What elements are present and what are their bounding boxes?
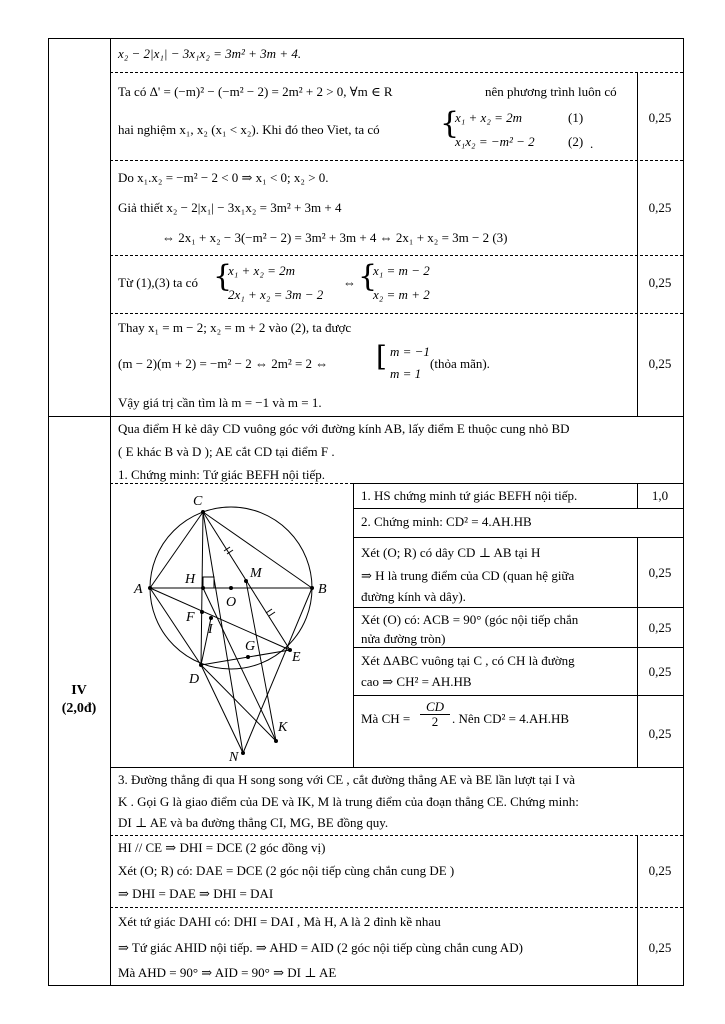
- part-3-line: K . Gọi G là giao điểm của DE và IK, M là trung điểm của đoạn thẳng CE. Chứng minh:: [118, 794, 579, 809]
- proof-line: Mà AHD = 90° ⇒ AID = 90° ⇒ DI ⊥ AE: [118, 965, 337, 980]
- step: Xét ΔABC vuông tại C , có CH là đường: [361, 653, 575, 668]
- table-border-bottom: [48, 985, 684, 986]
- point-label-n: N: [229, 750, 239, 765]
- row-divider: [110, 313, 683, 314]
- system-brace: {: [213, 259, 233, 294]
- score: 1,0: [651, 488, 669, 503]
- segment-dk: [201, 665, 276, 741]
- point-label-e: E: [292, 650, 301, 665]
- point-label-h: H: [185, 572, 196, 587]
- step: Mà CH =: [361, 711, 411, 726]
- viet-eq-2-num: (2): [568, 134, 584, 149]
- point-label-k: K: [278, 720, 288, 735]
- tick-mark: [266, 609, 272, 613]
- text-line: Giả thiết x₂ − 2|x₁| − 3x₁x₂ = 3m² + 3m + 4: [118, 200, 342, 215]
- text-line: ⇔ 2x₁ + x₂ − 3(−m² − 2) = 3m² + 3m + 4 ⇔ 2x₁ + x₂ = 3m − 2 (3): [162, 230, 508, 245]
- score: 0,25: [648, 200, 672, 215]
- proof-line: HI // CE ⇒ DHI = DCE (2 góc đồng vị): [118, 840, 326, 855]
- row-divider: [110, 72, 683, 73]
- subtable-row: [353, 508, 683, 509]
- table-col-divider: [110, 38, 111, 986]
- subtable-row: [353, 695, 683, 696]
- subtable-row: [353, 607, 683, 608]
- viet-eq-2: x₁x₂ = −m² − 2: [455, 134, 535, 149]
- row-divider: [110, 767, 683, 768]
- viet-eq-1-num: (1): [568, 110, 584, 125]
- text-line: nên phương trình luôn có: [485, 84, 617, 99]
- part-1: 1. Chứng minh: Tứ giác BEFH nội tiếp.: [118, 467, 326, 482]
- tick-mark: [269, 612, 275, 616]
- text-line: (thỏa mãn).: [430, 356, 490, 371]
- text-line: Do x₁.x₂ = −m² − 2 < 0 ⇒ x₁ < 0; x₂ > 0.: [118, 170, 329, 185]
- point-label-c: C: [193, 494, 203, 509]
- text-line: Vậy giá trị cần tìm là m = −1 và m = 1.: [118, 395, 322, 410]
- score: 0,25: [648, 275, 672, 290]
- period: .: [590, 136, 594, 151]
- step: Xét (O; R) có dây CD ⊥ AB tại H: [361, 545, 541, 560]
- problem-line: Qua điểm H kẻ dây CD vuông góc với đường kính AB, lấy điểm E thuộc cung nhỏ BD: [118, 421, 570, 436]
- step: Xét (O) có: ACB = 90° (góc nội tiếp chắn: [361, 612, 579, 627]
- row-divider: [110, 483, 353, 484]
- proof-line: ⇒ DHI = DAE ⇒ DHI = DAI: [118, 886, 274, 901]
- viet-eq-1: x₁ + x₂ = 2m: [455, 110, 523, 125]
- subtable-left: [353, 483, 354, 767]
- table-border-left: [48, 38, 49, 986]
- system-brace: {: [440, 106, 460, 141]
- viet-line: hai nghiệm x₁, x₂ (x₁ < x₂). Khi đó theo Viet, ta có: [118, 122, 380, 137]
- sys-eq: x₂ = m + 2: [373, 287, 430, 302]
- right-angle-mark: [203, 577, 214, 588]
- sys-eq: x₁ = m − 2: [373, 263, 430, 278]
- subtable-score-divider: [637, 537, 638, 767]
- score: 0,25: [648, 664, 672, 679]
- text-line: (m − 2)(m + 2) = −m² − 2 ⇔ 2m² = 2 ⇔: [118, 356, 329, 371]
- part-3-line: 3. Đường thẳng đi qua H song song với CE , cắt đường thẳng AE và BE lần lượt tại I và: [118, 772, 575, 787]
- sys-eq: x₁ + x₂ = 2m: [228, 263, 296, 278]
- proof-line: Xét tứ giác DAHI có: DHI = DAI , Mà H, A là 2 đỉnh kề nhau: [118, 914, 441, 929]
- subtable-score-divider: [637, 483, 638, 508]
- score: 0,25: [648, 110, 672, 125]
- proof-line: ⇒ Tứ giác AHID nội tiếp. ⇒ AHD = AID (2 góc nội tiếp cùng chắn cung AD): [118, 940, 523, 955]
- point-label-a: A: [134, 582, 143, 597]
- text-line: Thay x₁ = m − 2; x₂ = m + 2 vào (2), ta được: [118, 320, 352, 335]
- row-divider: [110, 907, 683, 908]
- solution-bracket: [: [376, 340, 387, 373]
- row-divider: [110, 835, 683, 836]
- section-points: (2,0đ): [61, 701, 97, 716]
- score-col-divider: [637, 72, 638, 417]
- step: ⇒ H là trung điểm của CD (quan hệ giữa: [361, 568, 575, 583]
- sys-eq: 2x₁ + x₂ = 3m − 2: [228, 287, 324, 302]
- fraction-numerator: CD: [420, 700, 450, 715]
- score: 0,25: [648, 863, 672, 878]
- point-label-m: M: [250, 566, 262, 581]
- step: nửa đường tròn): [361, 631, 446, 646]
- section-divider: [48, 416, 684, 417]
- section-number: IV: [71, 683, 87, 698]
- subtable-row: [353, 537, 683, 538]
- proof-line: Xét (O; R) có: DAE = DCE (2 góc nội tiếp cùng chắn cung DE ): [118, 863, 455, 878]
- problem-line: ( E khác B và D ); AE cắt CD tại điểm F .: [118, 444, 335, 459]
- score: 0,25: [648, 620, 672, 635]
- point-label-d: D: [189, 672, 200, 687]
- step: cao ⇒ CH² = AH.HB: [361, 674, 472, 689]
- segment-mg: [246, 581, 276, 741]
- text-line: Từ (1),(3) ta có: [118, 275, 198, 290]
- row-divider: [110, 160, 683, 161]
- step: 1. HS chứng minh tứ giác BEFH nội tiếp.: [361, 488, 578, 503]
- row-divider: [110, 255, 683, 256]
- score: 0,25: [648, 726, 672, 741]
- score-col-divider-2: [637, 835, 638, 986]
- point-label-f: F: [186, 610, 195, 625]
- geometry-figure: [112, 485, 352, 767]
- score: 0,25: [648, 940, 672, 955]
- fraction: [420, 700, 450, 729]
- subtable-row: [353, 647, 683, 648]
- solution: m = 1: [390, 366, 422, 381]
- iff: ⇔: [343, 275, 356, 290]
- point-label-o: O: [226, 595, 237, 610]
- part-3-line: DI ⊥ AE và ba đường thẳng CI, MG, BE đồng quy.: [118, 815, 389, 830]
- segment-dn: [201, 665, 243, 753]
- point-label-g: G: [245, 639, 256, 654]
- table-border-top: [48, 38, 684, 39]
- point-label-i: I: [208, 622, 213, 637]
- system-brace: {: [358, 259, 378, 294]
- solution: m = −1: [390, 344, 430, 359]
- subtable-top: [353, 483, 683, 484]
- delta-line: Ta có Δ' = (−m)² − (−m² − 2) = 2m² + 2 > 0, ∀m ∈ R: [118, 84, 393, 99]
- step: . Nên CD² = 4.AH.HB: [452, 711, 570, 726]
- step: 2. Chứng minh: CD² = 4.AH.HB: [361, 514, 532, 529]
- point-label-b: B: [318, 582, 327, 597]
- table-border-right: [683, 38, 684, 986]
- score: 0,25: [648, 356, 672, 371]
- equation-line: x₂ − 2|x₁| − 3x₁x₂ = 3m² + 3m + 4.: [118, 46, 302, 61]
- score: 0,25: [648, 565, 672, 580]
- step: đường kính và dây).: [361, 589, 466, 604]
- fraction-denominator: 2: [431, 714, 439, 729]
